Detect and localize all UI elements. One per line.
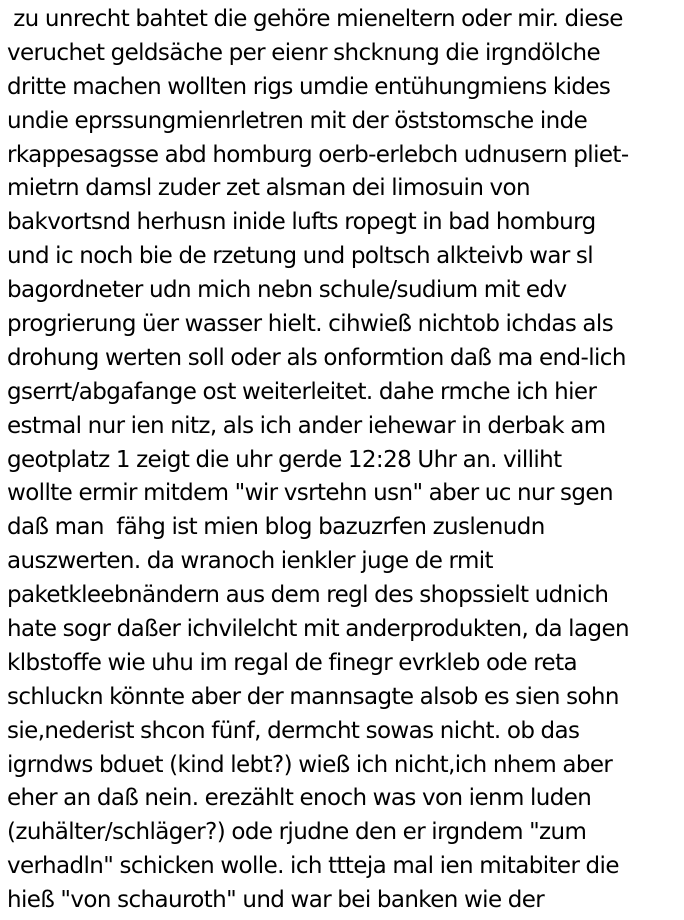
text-line: estmal nur ien nitz, als ich ander iehewar in derbak am xyxy=(7,412,606,439)
text-line: undie eprssungmienrletren mit der öststomsche inde xyxy=(7,107,588,134)
text-line: veruchet geldsäche per eienr shcknung die irgndölche xyxy=(7,39,601,66)
text-line: rkappesagsse abd homburg oerb-erlebch udnusern pliet- xyxy=(7,141,629,168)
text-line: (zuhälter/schläger?) ode rjudne den er irgndem "zum xyxy=(7,819,587,846)
text-line: hieß "von schauroth" und war bei banken wie der xyxy=(7,887,545,914)
text-line: wollte ermir mitdem "wir vsrtehn usn" aber uc nur sgen xyxy=(7,480,613,507)
text-line: bagordneter udn mich nebn schule/sudium mit edv xyxy=(7,277,567,304)
text-line: hate sogr daßer ichvilelcht mit anderprodukten, da lagen xyxy=(7,616,629,643)
text-line: daß man fähg ist mien blog bazuzrfen zuslenudn xyxy=(7,514,545,541)
text-line: paketkleebnändern aus dem regl des shopssielt udnich xyxy=(7,582,609,609)
text-line: zu unrecht bahtet die gehöre mieneltern oder mir. diese xyxy=(7,6,623,32)
text-line: progrierung üer wasser hielt. cihwieß nichtob ichdas als xyxy=(7,311,614,338)
text-line: geotplatz 1 zeigt die uhr gerde 12:28 Uhr an. villiht xyxy=(7,446,562,473)
text-line: dritte machen wollten rigs umdie entühungmiens kides xyxy=(7,73,611,100)
text-line: igrndws bduet (kind lebt?) wieß ich nicht,ich nhem aber xyxy=(7,751,613,778)
text-line: eher an daß nein. erezählt enoch was von ienm luden xyxy=(7,785,592,812)
text-line: bakvortsnd herhusn inide lufts ropegt in bad homburg xyxy=(7,209,596,236)
text-line: gserrt/abgafange ost weiterleitet. dahe rmche ich hier xyxy=(7,378,597,405)
text-line: sie,nederist shcon fünf, dermcht sowas nicht. ob das xyxy=(7,717,580,744)
text-line: verhadln" schicken wolle. ich ttteja mal ien mitabiter die xyxy=(7,853,619,880)
text-line: klbstoffe wie uhu im regal de finegr evrkleb ode reta xyxy=(7,649,578,676)
text-line: und ic noch bie de rzetung und poltsch alkteivb war sl xyxy=(7,243,594,270)
text-line: schluckn könnte aber der mannsagte alsob es sien sohn xyxy=(7,683,619,710)
text-line: mietrn damsl zuder zet alsman dei limosuin von xyxy=(7,175,530,202)
document-text xyxy=(7,3,684,918)
text-line: drohung werten soll oder als onformtion daß ma end-lich xyxy=(7,344,626,371)
text-line: auszwerten. da wranoch ienkler juge de rmit xyxy=(7,548,493,575)
